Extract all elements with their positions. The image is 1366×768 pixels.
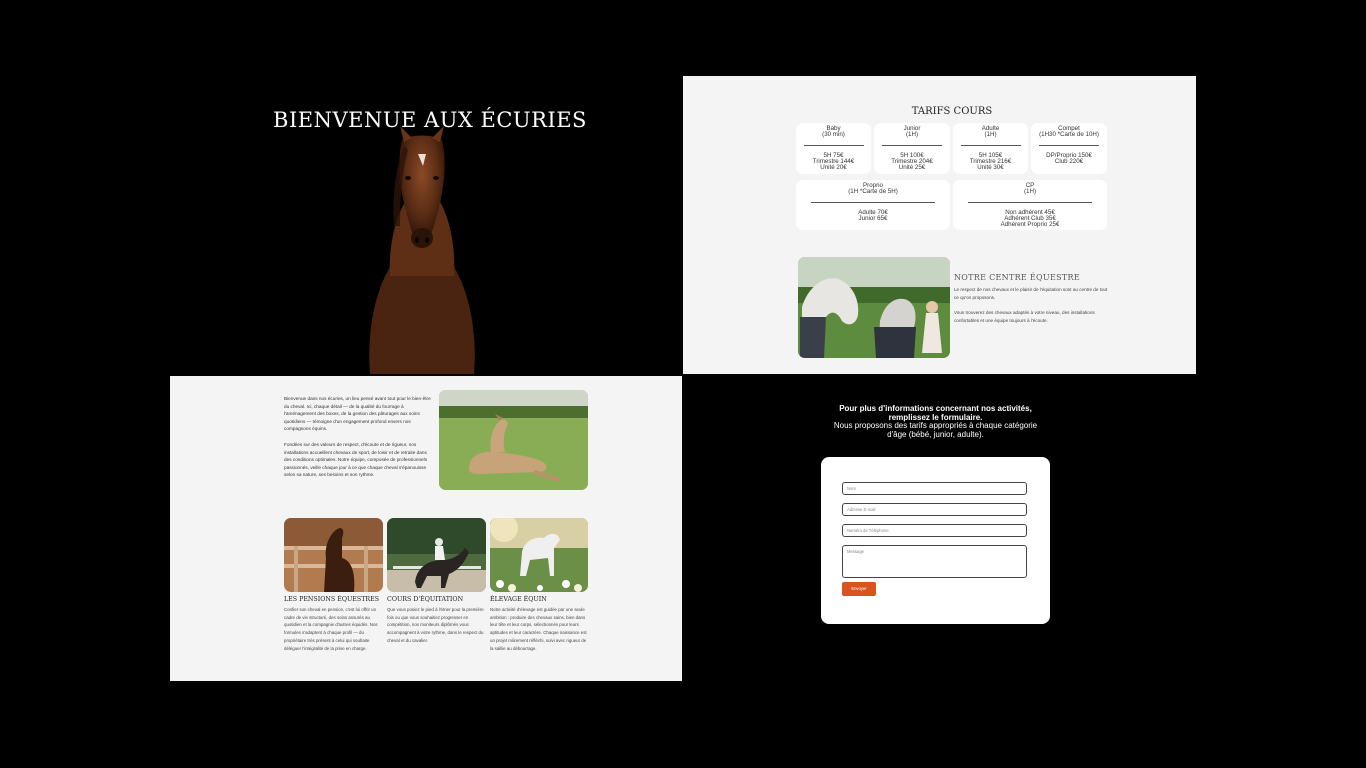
pricing-line: Adhérent Proprio 25€ bbox=[1000, 221, 1060, 229]
hero-section bbox=[170, 76, 682, 374]
service-text-elevage: Notre activité d'élevage est guidée par une seule ambition : produire des chevaux sains, bien dans leur tête et leur corps, sélectionnés pour leurs aptitudes et leur caractère. Chaque naissance est un projet mûrement réfléchi, suivi avec rigueur de la saillie au débourrage. bbox=[490, 607, 587, 651]
about-title: NOTRE CENTRE ÉQUESTRE bbox=[954, 273, 1080, 282]
services-section bbox=[170, 376, 682, 681]
pricing-line: 5H 75€ bbox=[823, 151, 844, 159]
pricing-card-baby bbox=[796, 123, 871, 174]
horses-and-girl-image bbox=[798, 257, 950, 358]
phone-field[interactable]: Numéro de Téléphone bbox=[842, 524, 1027, 537]
pricing-card-name: Compet bbox=[1058, 125, 1080, 132]
contact-heading bbox=[683, 405, 1188, 440]
pricing-line: Unité 25€ bbox=[898, 164, 926, 172]
pricing-card-duration: (1H30 *Carte de 10H) bbox=[1039, 131, 1099, 139]
message-field[interactable]: Message bbox=[842, 545, 1027, 578]
pricing-card-duration: (1H) bbox=[984, 131, 997, 139]
contact-line-3: Nous proposons des tarifs appropriés à chaque catégorie bbox=[833, 421, 1038, 431]
pricing-line: 5H 105€ bbox=[978, 151, 1003, 159]
pricing-line: Junior 65€ bbox=[858, 214, 888, 222]
pricing-section bbox=[683, 76, 1196, 374]
contact-line-2: remplissez le formulaire. bbox=[888, 412, 983, 422]
intro-paragraph-1: Bienvenue dans nos écuries, un lieu pensé avant tout pour le bien-être du cheval. Ici, chaque détail — de la qualité du fourrage à l'aménagement des boxes, de la gestion des pâturages aux soins quotidiens — témoigne d'un engagement profond envers nos compagnons équins. bbox=[284, 396, 431, 431]
pricing-card-duration: (1H *Carte de 5H) bbox=[848, 188, 898, 196]
divider bbox=[968, 202, 1092, 203]
service-title-cours: COURS D'ÉQUITATION bbox=[387, 596, 464, 603]
pricing-line: 5H 100€ bbox=[900, 151, 924, 159]
send-button[interactable]: Envoyer bbox=[842, 582, 876, 596]
pricing-card-name: CP bbox=[1025, 182, 1035, 189]
service-title-pensions: LES PENSIONS ÉQUESTRES bbox=[284, 596, 380, 603]
pricing-card-junior bbox=[874, 123, 950, 174]
pricing-card-duration: (1H) bbox=[905, 131, 919, 139]
foal-image bbox=[439, 390, 588, 490]
pricing-card-name: Adulte bbox=[981, 125, 1000, 132]
pricing-card-name: Junior bbox=[903, 125, 921, 132]
pricing-line: Trimestre 204€ bbox=[891, 157, 933, 165]
divider bbox=[811, 202, 935, 203]
pricing-line: Non adhérent 45€ bbox=[1005, 208, 1055, 216]
riding-lesson-image bbox=[387, 518, 486, 592]
pricing-line: Adulte 70€ bbox=[858, 208, 888, 216]
contact-line-1: Pour plus d'informations concernant nos activités, bbox=[839, 404, 1032, 413]
pension-horse-image bbox=[284, 518, 383, 592]
hero-title: BIENVENUE AUX ÉCURIES bbox=[273, 108, 587, 132]
pricing-line: Club 220€ bbox=[1054, 157, 1084, 165]
about-paragraph-2: Vous trouverez des chevaux adaptés à votre niveau, des installations confortables et une équipe toujours à l'écoute. bbox=[954, 310, 1095, 323]
pricing-line: Trimestre 144€ bbox=[812, 157, 855, 165]
divider bbox=[1039, 145, 1099, 146]
pricing-line: Adhérent Club 35€ bbox=[1004, 214, 1056, 222]
pricing-card-name: Baby bbox=[826, 125, 841, 132]
pricing-card-cp bbox=[953, 180, 1107, 230]
contact-section bbox=[683, 376, 1196, 681]
about-paragraph-1: Le respect de nos chevaux et le plaisir de l'équitation sont au centre de tout ce qu'on proposons. bbox=[954, 287, 1108, 300]
pricing-title: TARIFS COURS bbox=[911, 106, 993, 117]
pricing-card-proprio bbox=[796, 180, 950, 230]
breeding-horse-image bbox=[490, 518, 588, 592]
email-field[interactable]: Adresse E-mail bbox=[842, 503, 1027, 516]
pricing-card-adulte bbox=[953, 123, 1028, 174]
contact-form bbox=[821, 457, 1050, 624]
pricing-card-duration: (1H) bbox=[1023, 188, 1037, 196]
service-text-pensions: Confier son cheval en pension, c'est lui offrir un cadre de vie structuré, des soins assurés au quotidien et la compagnie d'autres équidés. Nos formules s'adaptent à chaque profil — du propriétaire très présent à celui qui souhaite déléguer l'intégralité de la prise en charge. bbox=[284, 607, 378, 651]
pricing-line: DP/Proprio 150€ bbox=[1046, 151, 1092, 159]
pricing-line: Trimestre 216€ bbox=[969, 157, 1012, 165]
divider bbox=[882, 145, 942, 146]
pricing-line: Unité 30€ bbox=[977, 164, 1004, 172]
intro-paragraph-2: Fondées sur des valeurs de respect, d'écoute et de rigueur, nos installations accueillent chevaux de sport, de loisir et de retraite dans des conditions optimales. Notre équipe, composée de professionnels passionnés, veille chaque jour à ce que chaque cheval s'épanouisse selon sa nature, ses besoins et son rythme. bbox=[284, 442, 428, 477]
divider bbox=[804, 145, 864, 146]
service-title-elevage: ÉLEVAGE ÉQUIN bbox=[490, 596, 547, 603]
divider bbox=[961, 145, 1021, 146]
pricing-card-compet bbox=[1031, 123, 1107, 174]
horse-portrait-image bbox=[360, 126, 484, 374]
pricing-line: Unité 20€ bbox=[820, 164, 847, 172]
contact-line-4: d'âge (bébé, junior, adulte). bbox=[887, 430, 984, 440]
service-text-cours: Que vous posiez le pied à l'étrier pour la première fois ou que vous souhaitiez progresser en compétition, nos moniteurs diplômés vous accompagnent à votre rythme, dans le respect du cheval et du cavalier. bbox=[387, 607, 484, 643]
pricing-card-name: Proprio bbox=[863, 182, 883, 189]
pricing-card-duration: (30 min) bbox=[822, 131, 845, 139]
name-field[interactable]: Nom bbox=[842, 482, 1027, 495]
